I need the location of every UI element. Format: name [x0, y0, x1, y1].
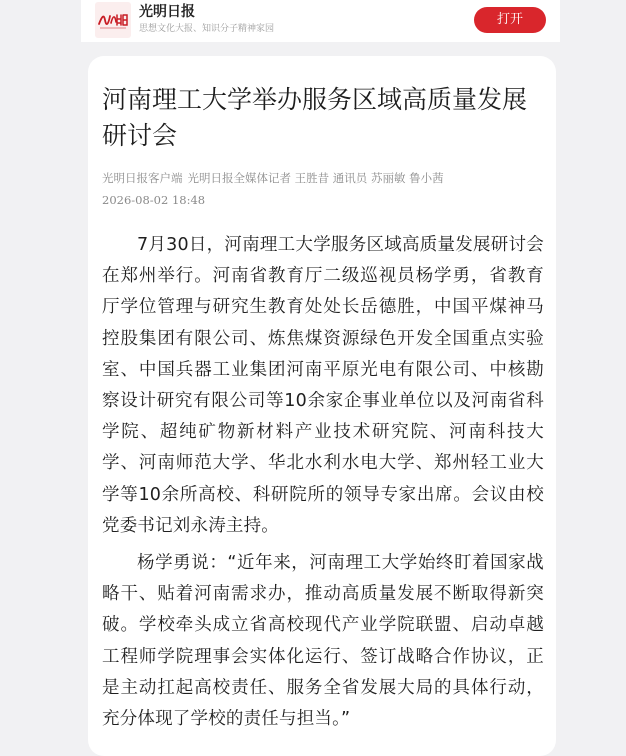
article-paragraph: 7月30日，河南理工大学服务区域高质量发展研讨会在郑州举行。河南省教育厅二级巡视员杨学勇，省教育厅学位管理与研究生教育处处长岳德胜，中国平煤神马控股集团有限公司、炼焦煤资源绿色开发全国重点实验室、中国兵器工业集团河南平原光电有限公司、中核勘察设计研究有限公司等10余家企事业单位以及河南省科学院、超纯矿物新材料产业技术研究院、河南科技大学、河南师范大学、华北水利水电大学、郑州轻工业大学等10余所高校、科研院所的领导专家出席。会议由校党委书记刘永涛主持。	[102, 235, 544, 536]
open-app-button[interactable]: 打开	[474, 7, 546, 33]
logo-calligraphy-icon	[96, 10, 130, 30]
guangming-daily-logo-icon[interactable]	[95, 2, 131, 38]
article-card	[88, 56, 556, 756]
brand-slogan: 思想文化大报、知识分子精神家园	[139, 24, 275, 34]
article-authors: 光明日报全媒体记者 王胜昔 通讯员 苏丽敏 鲁小茜	[187, 171, 444, 185]
app-download-bar	[81, 0, 560, 42]
article-date: 2026-08-02 18:48	[102, 193, 206, 207]
article-title: 河南理工大学举办服务区域高质量发展研讨会	[102, 85, 528, 150]
article-paragraph: 杨学勇说：“近年来，河南理工大学始终盯着国家战略干、贴着河南需求办，推动高质量发展不断取得新突破。学校牵头成立省高校现代产业学院联盟、启动卓越工程师学院理事会实体化运行、签订战略合作协议，正是主动扛起高校责任、服务全省发展大局的具体行动，充分体现了学校的责任与担当。”	[102, 553, 544, 730]
article-byline	[102, 170, 542, 186]
article-source: 光明日报客户端	[102, 171, 183, 185]
brand-name: 光明日报	[139, 4, 195, 20]
